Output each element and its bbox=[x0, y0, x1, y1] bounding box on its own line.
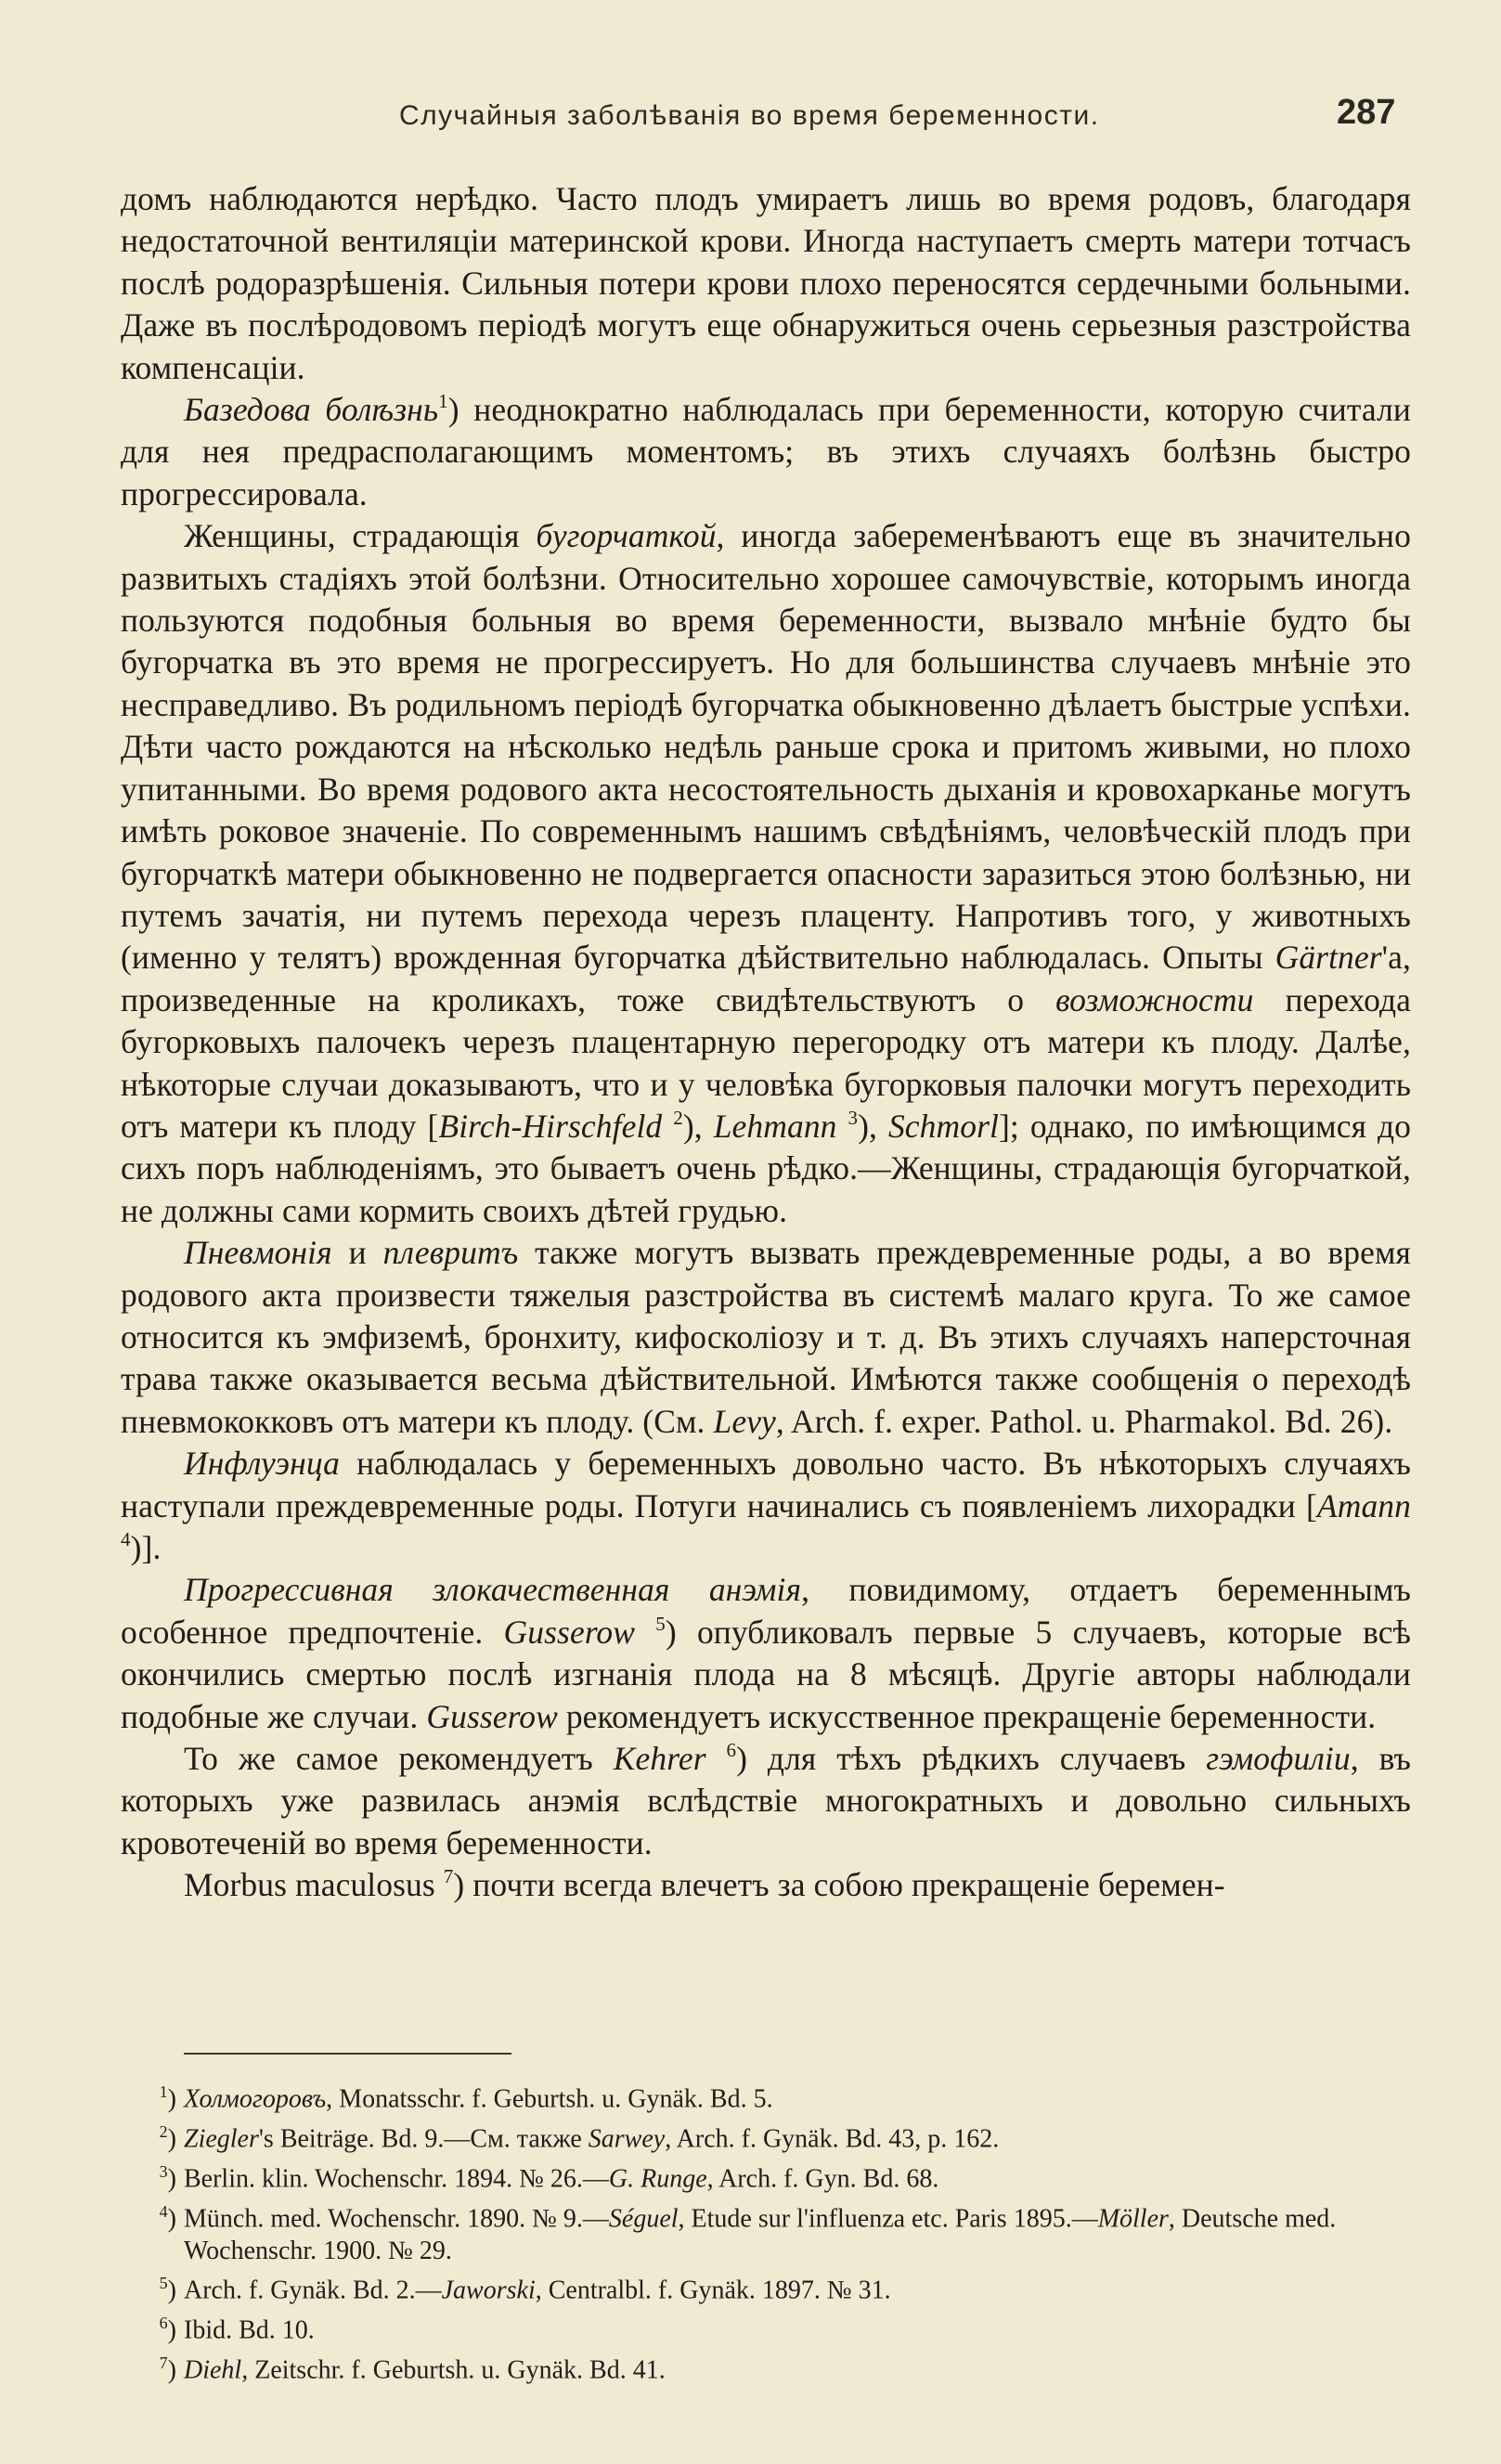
italic-span: Levy bbox=[713, 1402, 776, 1440]
text-span: ), bbox=[682, 1107, 714, 1145]
text-span: , Arch. f. Gynäk. Bd. 43, p. 162. bbox=[665, 2124, 1000, 2154]
footnote-ref: 4 bbox=[121, 1528, 131, 1550]
paragraph bbox=[121, 1443, 1411, 1569]
italic-span: гэмофиліи bbox=[1206, 1740, 1351, 1778]
footnote-mark: $^3$) bbox=[159, 2161, 176, 2194]
text-span: и bbox=[331, 1234, 383, 1272]
italic-span: бугорчаткой bbox=[536, 517, 717, 555]
italic-span: Холмогоровъ bbox=[184, 2084, 327, 2114]
text-span: ), bbox=[858, 1107, 888, 1145]
footnote-number: 4 bbox=[159, 2201, 168, 2221]
footnote-number: 3 bbox=[159, 2161, 168, 2181]
text-span: ]; однако, по имѣющимся до сихъ поръ наблюденіямъ, это бываетъ очень рѣдко.—Женщины, страдающія бугорчаткой, не должны сами кормить своихъ дѣтей грудью. bbox=[121, 1107, 1411, 1229]
italic-span: Amann bbox=[1316, 1486, 1411, 1524]
italic-span: Базедова болѣзнь bbox=[184, 391, 439, 429]
paragraph bbox=[121, 1738, 1411, 1864]
footnotes bbox=[121, 2076, 1411, 2387]
text-span: , Deutsche med. Wochenschr. 1900. № 29. bbox=[184, 2204, 1337, 2265]
italic-span: возможности bbox=[1055, 980, 1254, 1018]
footnote-number: 2 bbox=[159, 2121, 168, 2141]
footnote bbox=[121, 2196, 1411, 2268]
footnote-mark: $^4$) bbox=[159, 2201, 176, 2234]
italic-span: Sarwey bbox=[588, 2124, 666, 2154]
italic-span: Gusserow bbox=[503, 1613, 636, 1651]
italic-span: G. Runge bbox=[608, 2164, 707, 2194]
running-title: Случайныя заболѣванія во время беременности. bbox=[399, 100, 1100, 131]
italic-span: Прогрессивная злокачественная анэмія bbox=[184, 1571, 802, 1609]
text-span: ) для тѣхъ рѣдкихъ случаевъ bbox=[736, 1740, 1207, 1778]
italic-span: Möller bbox=[1097, 2204, 1169, 2234]
text-span: , Centralbl. f. Gynäk. 1897. № 31. bbox=[535, 2276, 891, 2305]
italic-span: Birch-Hirschfeld bbox=[438, 1107, 663, 1145]
footnote-mark: $^7$) bbox=[159, 2354, 176, 2385]
footnote-ref: 1 bbox=[438, 390, 448, 413]
footnote bbox=[121, 2267, 1411, 2307]
text-span: 's Beiträge. Bd. 9.—См. также bbox=[258, 2124, 589, 2154]
text-span: , Zeitschr. f. Geburtsh. u. Gynäk. Bd. 41. bbox=[241, 2355, 666, 2385]
text-span bbox=[837, 1108, 848, 1145]
italic-span: Пневмонія bbox=[184, 1234, 332, 1272]
italic-span: Gusserow bbox=[426, 1697, 558, 1735]
text-span: 'а, произведенные на кроликахъ, тоже свидѣтельствуютъ о bbox=[121, 939, 1411, 1018]
text-span bbox=[706, 1740, 727, 1777]
footnote bbox=[121, 2156, 1411, 2196]
footnote-ref: 6 bbox=[726, 1739, 737, 1762]
text-span: , Monatsschr. f. Geburtsh. u. Gynäk. Bd. 5. bbox=[326, 2084, 773, 2114]
italic-span: Kehrer bbox=[613, 1740, 706, 1778]
paragraph bbox=[121, 1569, 1411, 1738]
paragraph bbox=[121, 178, 1411, 389]
text-span: Münch. med. Wochenschr. 1890. № 9.— bbox=[184, 2204, 609, 2234]
italic-span: Инфлуэнца bbox=[184, 1445, 340, 1483]
page-number: 287 bbox=[1337, 93, 1396, 132]
footnote-ref: 7 bbox=[443, 1865, 454, 1888]
text-span: Женщины, страдающія bbox=[184, 517, 537, 555]
italic-span: Ziegler bbox=[184, 2124, 259, 2154]
text-span: , иногда забеременѣваютъ еще въ значительно развитыхъ стадіяхъ этой болѣзни. Относительно хорошее самочувствіе, которымъ иногда пользуются подобныя больныя во время беременности, вызвало мнѣніе будто бы бугорчатка въ это время не прогрессируетъ. Но для большинства случаевъ мнѣніе это несправедливо. Въ родильномъ періодѣ бугорчатка обыкновенно дѣлаетъ быстрые успѣхи. Дѣти часто рождаются на нѣсколько недѣль раньше срока и притомъ живыми, но плохо упитанными. Во время родового акта несостоятельность дыханія и кровохарканье могутъ имѣть роковое значеніе. По современнымъ нашимъ свѣдѣніямъ, человѣческій плодъ при бугорчаткѣ матери обыкновенно не подвергается опасности заразиться этою болѣзнью, ни путемъ зачатія, ни путемъ перехода черезъ плаценту. Напротивъ того, у животныхъ (именно у телятъ) врожденная бугорчатка дѣйствительно наблюдалась. Опыты bbox=[121, 517, 1411, 977]
footnote-number: 5 bbox=[159, 2274, 168, 2293]
text-span: , повидимому, отдаетъ беременнымъ особенное предпочтеніе. bbox=[121, 1571, 1411, 1651]
footnote bbox=[121, 2347, 1411, 2387]
footnote-mark: $^5$) bbox=[159, 2274, 176, 2305]
paragraph bbox=[121, 1232, 1411, 1443]
text-span: домъ наблюдаются нерѣдко. Часто плодъ умираетъ лишь во время родовъ, благодаря недостаточной вентиляціи материнской крови. Иногда наступаетъ смерть матери тотчасъ послѣ родоразрѣшенія. Сильныя потери крови плохо переносятся сердечными больными. Даже въ послѣродовомъ періодѣ могутъ еще обнаружиться очень серьезныя разстройства компенсаціи. bbox=[121, 180, 1411, 386]
text-span: ) неоднократно наблюдалась при беременности, которую считали для нея предрасполагающимъ моментомъ; въ этихъ случаяхъ болѣзнь быстро прогрессировала. bbox=[121, 391, 1411, 512]
footnote bbox=[121, 2307, 1411, 2347]
footnote-mark: $^1$) bbox=[159, 2082, 176, 2114]
footnote-divider bbox=[184, 2053, 511, 2055]
text-span: , Etude sur l'influenza etc. Paris 1895.— bbox=[678, 2204, 1098, 2234]
footnote bbox=[121, 2116, 1411, 2156]
text-span: , Arch. f. Gyn. Bd. 68. bbox=[706, 2164, 939, 2194]
text-span: То же самое рекомендуетъ bbox=[184, 1740, 614, 1778]
italic-span: Gärtner bbox=[1275, 939, 1382, 977]
text-span: , въ которыхъ уже развилась анэмія вслѣдствіе многократныхъ и довольно сильныхъ кровотеченій во время беременности. bbox=[121, 1740, 1412, 1861]
footnote-number: 7 bbox=[159, 2354, 168, 2373]
italic-span: Diehl bbox=[184, 2355, 242, 2385]
paragraph bbox=[121, 1864, 1411, 1906]
text-span: перехода бугорковыхъ палочекъ черезъ плацентарную перегородку отъ матери къ плоду. Далѣе, нѣкоторые случаи доказываютъ, что и у человѣка бугорковыя палочки могутъ переходить отъ матери къ плоду [ bbox=[121, 980, 1411, 1145]
text-span bbox=[662, 1108, 673, 1145]
text-span: Morbus maculosus bbox=[184, 1866, 444, 1904]
footnote-number: 6 bbox=[159, 2314, 168, 2333]
text-span: наблюдалась у беременныхъ довольно часто. Въ нѣкоторыхъ случаяхъ наступали преждевременные роды. Потуги начинались съ появленіемъ лихорадки [ bbox=[121, 1445, 1411, 1524]
paragraph bbox=[121, 515, 1411, 1232]
italic-span: плевритъ bbox=[382, 1234, 519, 1272]
italic-span: Jaworski bbox=[441, 2276, 536, 2305]
paragraph bbox=[121, 389, 1411, 515]
text-span bbox=[635, 1614, 655, 1651]
text-span: , Arch. f. exper. Pathol. u. Pharmakol. Bd. 26). bbox=[775, 1402, 1393, 1440]
text-span: )]. bbox=[130, 1529, 162, 1566]
text-span: рекомендуетъ искусственное прекращеніе беременности. bbox=[557, 1697, 1377, 1735]
text-span: ) опубликовалъ первые 5 случаевъ, которые всѣ окончились смертью послѣ изгнанія плода на 8 мѣсяцѣ. Другіе авторы наблюдали подобные же случаи. bbox=[121, 1613, 1411, 1735]
footnote-ref: 2 bbox=[673, 1106, 683, 1129]
italic-span: Schmorl bbox=[887, 1107, 999, 1145]
text-span: Ibid. Bd. 10. bbox=[184, 2315, 315, 2345]
footnote-ref: 3 bbox=[848, 1106, 859, 1129]
text-span: ) почти всегда влечетъ за собою прекращеніе беремен- bbox=[453, 1866, 1225, 1904]
text-span: Berlin. klin. Wochenschr. 1894. № 26.— bbox=[184, 2164, 609, 2194]
text-span: также могутъ вызвать преждевременные роды, а во время родового акта произвести тяжелыя разстройства въ системѣ малаго круга. То же самое относится къ эмфиземѣ, бронхиту, кифосколіозу и т. д. Въ этихъ случаяхъ наперсточная трава также оказывается весьма дѣйствительной. Имѣются также сообщенія о переходѣ пневмококковъ отъ матери къ плоду. (См. bbox=[121, 1234, 1411, 1440]
footnote-mark: $^6$) bbox=[159, 2314, 176, 2345]
italic-span: Séguel bbox=[608, 2204, 679, 2234]
text-span: Arch. f. Gynäk. Bd. 2.— bbox=[184, 2276, 442, 2305]
footnote-mark: $^2$) bbox=[159, 2121, 176, 2154]
footnote bbox=[121, 2076, 1411, 2116]
body-text bbox=[121, 178, 1411, 1907]
footnote-ref: 5 bbox=[655, 1612, 666, 1635]
italic-span: Lehmann bbox=[713, 1107, 837, 1145]
footnote-number: 1 bbox=[159, 2082, 168, 2101]
